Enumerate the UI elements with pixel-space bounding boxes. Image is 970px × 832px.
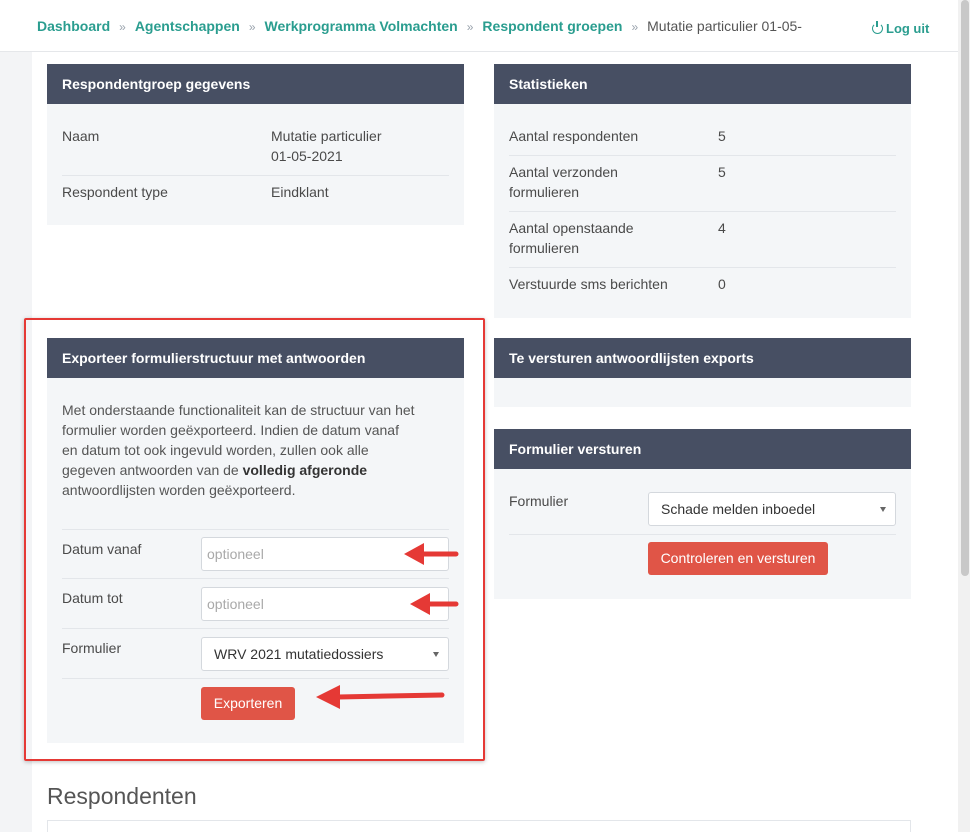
breadcrumb-current: Mutatie particulier 01-05- (647, 18, 802, 34)
intro-bold: volledig afgeronde (242, 462, 368, 478)
statistics-panel (494, 64, 911, 318)
stat-value: 5 (718, 128, 726, 144)
panel-title: Te versturen antwoordlijsten exports (494, 338, 911, 378)
date-to-label: Datum tot (62, 590, 123, 606)
breadcrumb-respondent-groepen[interactable]: Respondent groepen (482, 18, 623, 34)
respondents-table (47, 820, 911, 832)
detail-row-type (62, 182, 449, 212)
stat-label: Aantal openstaande formulieren (509, 220, 634, 256)
stat-row (509, 218, 896, 268)
send-form-value: Schade melden inboedel (661, 501, 816, 517)
type-value: Eindklant (271, 184, 329, 200)
stat-label: Verstuurde sms berichten (509, 276, 668, 292)
detail-row-name (62, 126, 449, 176)
respondents-title: Respondenten (47, 783, 197, 809)
panel-title: Respondentgroep gegevens (47, 64, 464, 104)
stat-value: 4 (718, 220, 726, 236)
breadcrumb-dashboard[interactable]: Dashboard (37, 18, 111, 34)
name-value (271, 126, 382, 166)
annotation-arrow-icon (400, 540, 460, 570)
date-to-placeholder: optioneel (207, 596, 264, 612)
stat-row (509, 162, 896, 212)
breadcrumb-separator: » (466, 20, 474, 34)
type-label: Respondent type (62, 184, 168, 200)
panel-title: Exporteer formulierstructuur met antwoorden (47, 338, 464, 378)
form-label: Formulier (62, 640, 122, 656)
name-value-line2: 01-05-2021 (271, 148, 343, 164)
send-form-select[interactable] (648, 492, 896, 526)
logout-label: Log uit (886, 21, 930, 36)
breadcrumb-werkprogramma[interactable]: Werkprogramma Volmachten (264, 18, 458, 34)
name-value-line1: Mutatie particulier (271, 128, 382, 144)
pending-exports-panel (494, 338, 911, 407)
logout-link[interactable] (872, 21, 929, 36)
stat-value: 0 (718, 276, 726, 292)
breadcrumb-agentschappen[interactable]: Agentschappen (134, 18, 240, 34)
scrollbar-thumb[interactable] (961, 0, 969, 576)
breadcrumb (37, 18, 802, 34)
breadcrumb-separator: » (248, 20, 256, 34)
stat-row (509, 274, 896, 304)
export-form-value: WRV 2021 mutatiedossiers (214, 646, 384, 662)
date-from-label: Datum vanaf (62, 541, 142, 557)
panel-title: Statistieken (494, 64, 911, 104)
stat-label: Aantal verzonden formulieren (509, 164, 618, 200)
breadcrumb-separator: » (631, 20, 639, 34)
panel-title: Formulier versturen (494, 429, 911, 469)
send-button[interactable]: Controleren en versturen (648, 542, 828, 575)
send-form-label: Formulier (509, 493, 569, 509)
annotation-arrow-icon (406, 590, 460, 620)
annotation-arrow-icon (312, 682, 446, 714)
breadcrumb-separator: » (119, 20, 126, 34)
group-details-panel (47, 64, 464, 225)
name-label: Naam (62, 128, 100, 144)
chevron-down-icon (880, 507, 886, 512)
export-intro-text: Met onderstaande functionaliteit kan de structuur van het formulier worden geëxporteerd. Indien de datum vanaf en datum tot ook ingevuld worden, zullen ook alle gegeven antwoorden van de volledig afgeronde antwoordlijsten worden geëxporteerd. (62, 402, 415, 498)
export-button[interactable]: Exporteren (201, 687, 295, 720)
top-bar (0, 0, 970, 52)
power-icon (872, 23, 883, 34)
stat-label: Aantal respondenten (509, 128, 639, 144)
stat-value: 5 (718, 164, 726, 180)
date-from-placeholder: optioneel (207, 546, 264, 562)
stat-row (509, 126, 896, 156)
